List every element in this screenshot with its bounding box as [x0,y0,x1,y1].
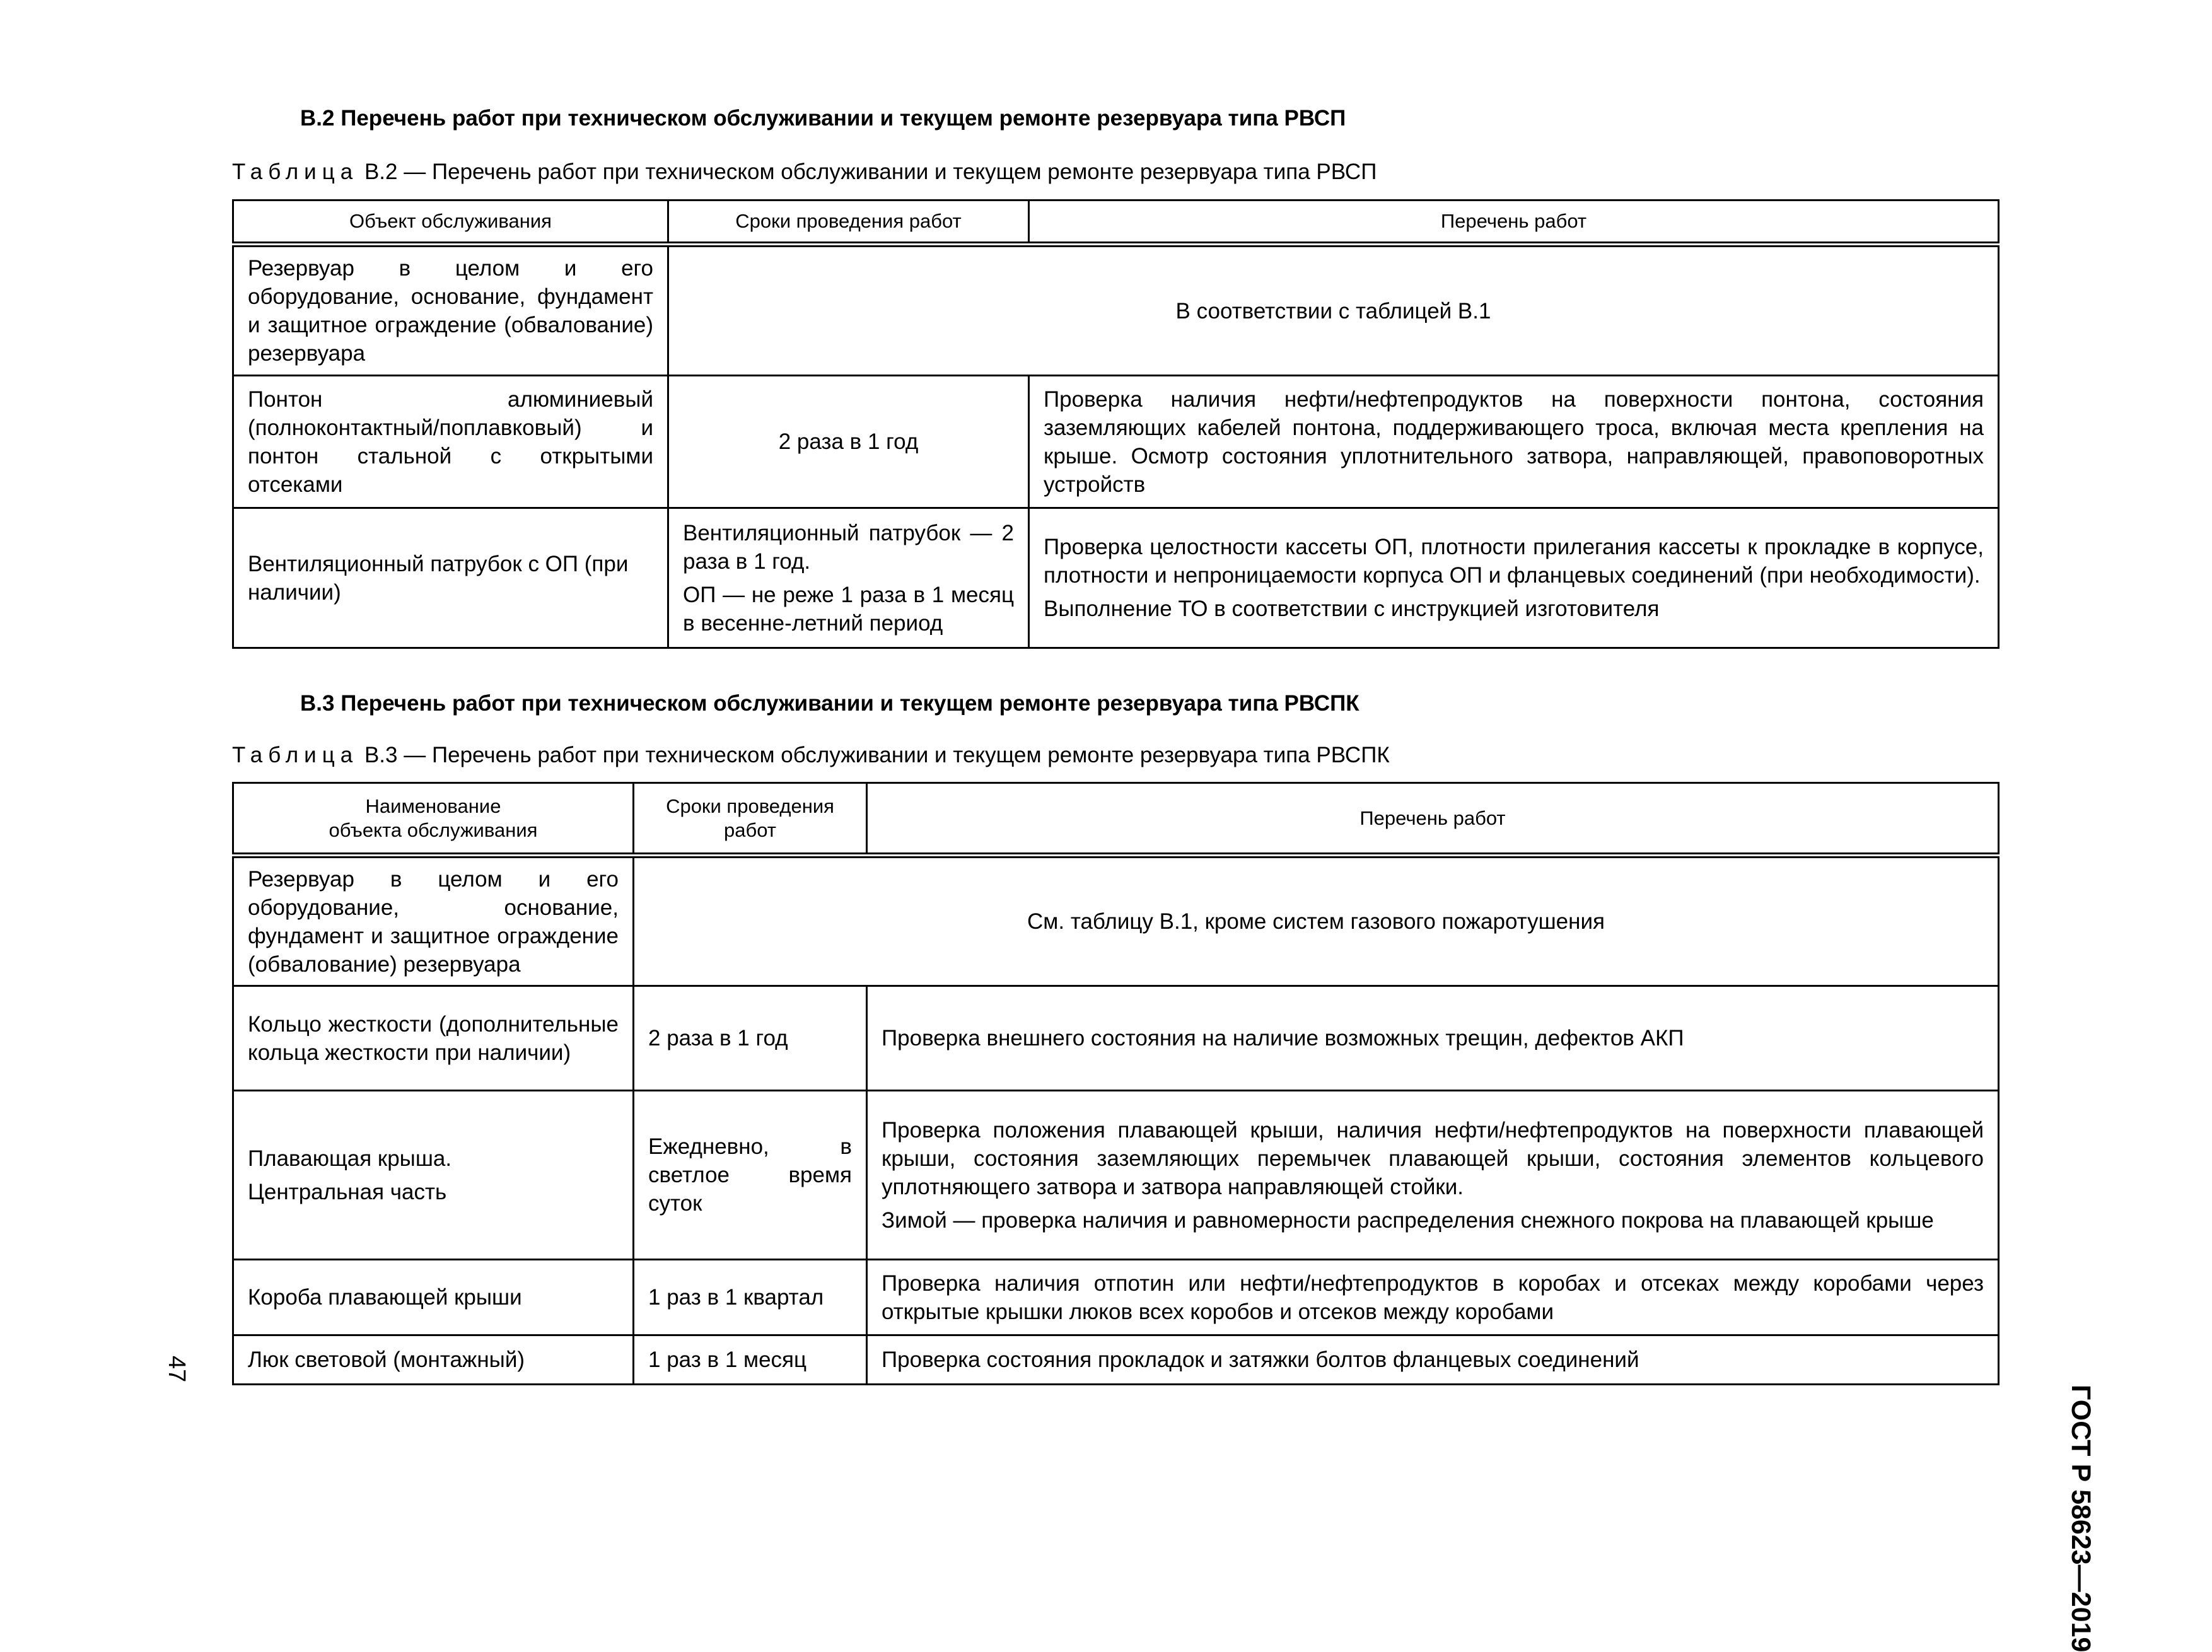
table-row [233,1260,1999,1335]
works-paragraph: Зимой — проверка наличия и равномерности распределения снежного покрова на плавающей крыше [882,1207,1934,1233]
merged-cell: В соответствии с таблицей В.1 [668,245,1999,376]
object-cell: Люк световой (монтажный) [233,1335,634,1385]
period-cell: 2 раза в 1 год [668,376,1029,508]
object-line: Центральная часть [248,1179,447,1204]
merged-cell: См. таблицу В.1, кроме систем газового пожаротушения [634,856,1999,986]
table-header-row [233,783,1999,856]
table-row [233,376,1999,508]
column-header-works: Перечень работ [1029,201,1999,245]
column-header-object [233,783,634,856]
works-cell [867,1091,1999,1260]
page-number: 47 [163,1356,190,1383]
table-row [233,245,1999,376]
table-row [233,508,1999,648]
table-header-row [233,201,1999,245]
period-cell: Ежедневно, в светлое время суток [634,1091,867,1260]
works-cell: Проверка наличия отпотин или нефти/нефтепродуктов в коробах и отсеках между коробами через открытые крышки люков всех коробов и отсеков между коробами [867,1260,1999,1335]
table-b3 [232,782,2000,1385]
works-cell: Проверка внешнего состояния на наличие возможных трещин, дефектов АКП [867,986,1999,1091]
header-line: Сроки проведения [666,794,834,817]
table-row [233,856,1999,986]
works-cell: Проверка состояния прокладок и затяжки болтов фланцевых соединений [867,1335,1999,1385]
table-caption-b3 [232,742,1390,769]
section-heading-b3: В.3 Перечень работ при техническом обслуживании и текущем ремонте резервуара типа РВСПК [300,691,1359,716]
period-cell: 1 раз в 1 квартал [634,1260,867,1335]
header-line: Наименование [365,794,501,817]
period-line: ОП — не реже 1 раза в 1 месяц в весенне-летний период [683,582,1014,636]
caption-text: В.3 — Перечень работ при техническом обслуживании и текущем ремонте резервуара типа РВСПК [358,743,1390,767]
column-header-period: Сроки проведения работ [668,201,1029,245]
object-cell: Резервуар в целом и его оборудование, основание, фундамент и защитное ограждение (обвалование) резервуара [233,245,668,376]
works-cell: Проверка наличия нефти/нефтепродуктов на поверхности понтона, состояния заземляющих кабелей понтона, поддерживающего троса, включая места крепления на крыше. Осмотр состояния уплотнительного затвора, направляющей, правоповоротных устройств [1029,376,1999,508]
table-b2 [232,199,2000,649]
caption-word: Таблица [232,160,359,184]
object-cell [233,1091,634,1260]
object-cell: Кольцо жесткости (дополнительные кольца жесткости при наличии) [233,986,634,1091]
works-paragraph: Проверка положения плавающей крыши, наличия нефти/нефтепродуктов на поверхности плавающей крыши, состояния заземляющих перемычек плавающей крыши, состояния элементов кольцевого уплотняющего затвора и затвора направляющей стойки. [882,1117,1984,1199]
object-cell: Вентиляционный патрубок с ОП (при наличии) [233,508,668,648]
table-caption-b2 [232,158,1377,186]
object-cell: Понтон алюминиевый (полноконтактный/поплавковый) и понтон стальной с открытыми отсеками [233,376,668,508]
table-row [233,986,1999,1091]
header-line: работ [724,818,776,841]
works-paragraph: Проверка целостности кассеты ОП, плотности прилегания кассеты к прокладке в корпусе, плотности и непроницаемости корпуса ОП и фланцевых соединений (при необходимости). [1044,535,1984,588]
period-line: Вентиляционный патрубок — 2 раза в 1 год. [683,520,1014,574]
object-cell: Резервуар в целом и его оборудование, основание, фундамент и защитное ограждение (обвалование) резервуара [233,856,634,986]
period-cell [668,508,1029,648]
document-code: ГОСТ Р 58623—2019 [2066,1385,2096,1652]
caption-word: Таблица [232,743,359,767]
caption-text: В.2 — Перечень работ при техническом обслуживании и текущем ремонте резервуара типа РВСП [358,160,1377,184]
section-heading-b2: В.2 Перечень работ при техническом обслуживании и текущем ремонте резервуара типа РВСП [300,106,1346,131]
column-header-object: Объект обслуживания [233,201,668,245]
table-row [233,1335,1999,1385]
column-header-period [634,783,867,856]
header-line: объекта обслуживания [329,818,538,841]
period-cell: 1 раз в 1 месяц [634,1335,867,1385]
column-header-works: Перечень работ [867,783,1999,856]
object-line: Плавающая крыша. [248,1146,452,1171]
works-paragraph: Выполнение ТО в соответствии с инструкцией изготовителя [1044,596,1660,621]
works-cell [1029,508,1999,648]
period-cell: 2 раза в 1 год [634,986,867,1091]
object-cell: Короба плавающей крыши [233,1260,634,1335]
table-row [233,1091,1999,1260]
